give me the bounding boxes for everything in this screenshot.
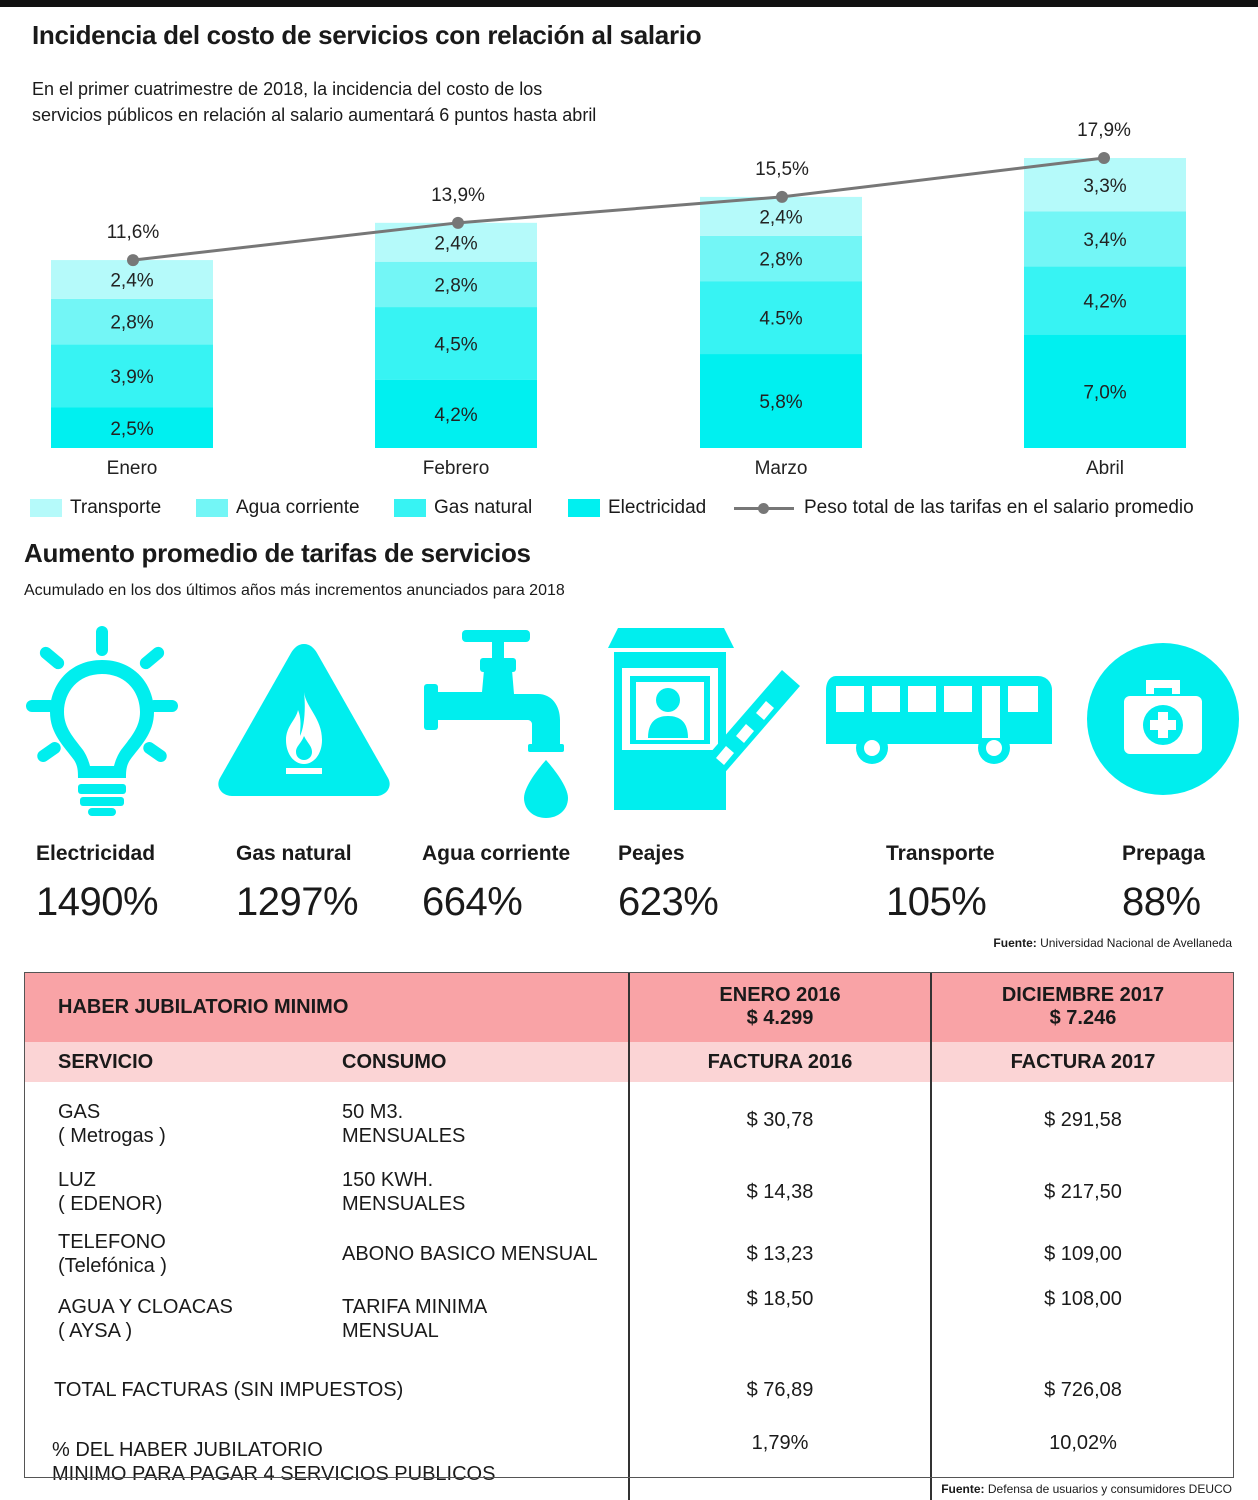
table-row — [24, 1282, 1234, 1356]
cell-factura-2016: $ 18,50 — [629, 1282, 931, 1356]
table-title: HABER JUBILATORIO MINIMO — [24, 972, 629, 1042]
total-weight-point-enero — [127, 254, 139, 266]
increase-prepaga — [1122, 842, 1205, 925]
header-diciembre-2017-amount: $ 7.246 — [1049, 1007, 1117, 1029]
source-note-deuco — [941, 1482, 1232, 1496]
top-border — [0, 0, 1258, 7]
legend-item-gas — [394, 494, 532, 522]
bar-label-abril-electricidad: 7,0% — [1083, 382, 1127, 404]
table-row — [24, 1158, 1234, 1226]
increase-value-transporte: 105% — [886, 880, 987, 924]
water-tap-icon — [420, 626, 570, 821]
source-label: Fuente: — [993, 936, 1037, 950]
legend-line-swatch — [734, 499, 794, 517]
increase-name-agua-corriente: Agua corriente — [422, 842, 571, 865]
cell-factura-2017: $ 109,00 — [931, 1226, 1234, 1282]
source-note-universidad — [993, 936, 1232, 950]
legend-label-electricidad: Electricidad — [608, 497, 707, 518]
toll-booth-icon — [604, 626, 804, 811]
table-subheader-row — [24, 1042, 1234, 1082]
lightbulb-icon — [22, 622, 182, 817]
legend-swatch-gas — [394, 499, 426, 517]
cell-servicio: TELEFONO (Telefónica ) — [58, 1231, 167, 1277]
cell-percent-2017: 10,02% — [931, 1424, 1234, 1500]
increase-peajes — [618, 842, 718, 925]
increase-value-peajes: 623% — [618, 880, 719, 924]
increase-agua-corriente — [422, 842, 570, 925]
bar-label-abril-gas-natural: 4,2% — [1083, 291, 1127, 313]
legend-item-agua — [196, 494, 360, 522]
category-label-marzo: Marzo — [754, 458, 808, 479]
increase-value-electricidad: 1490% — [36, 880, 159, 924]
header-diciembre-2017 — [931, 972, 1234, 1042]
bar-label-marzo-agua-corriente: 2,8% — [759, 249, 803, 271]
legend-label-agua: Agua corriente — [236, 497, 360, 518]
increase-transporte — [886, 842, 995, 925]
legend-label-peso-total: Peso total de las tarifas en el salario promedio — [804, 497, 1194, 518]
legend-swatch-agua — [196, 499, 228, 517]
category-label-febrero: Febrero — [422, 458, 490, 479]
legend-label-gas: Gas natural — [434, 497, 533, 518]
table-row — [24, 1082, 1234, 1158]
total-weight-point-febrero — [452, 217, 464, 229]
legend-label-transporte: Transporte — [70, 497, 162, 518]
table-row — [24, 1226, 1234, 1282]
source-label-deuco: Fuente: — [941, 1482, 985, 1496]
col-factura-2017: FACTURA 2017 — [931, 1042, 1234, 1082]
cell-consumo: 50 M3. MENSUALES — [342, 1101, 466, 1147]
total-weight-label-abril: 17,9% — [1077, 120, 1131, 142]
legend-swatch-transporte — [30, 499, 62, 517]
legend-swatch-electricidad — [568, 499, 600, 517]
cell-servicio: AGUA Y CLOACAS ( AYSA ) — [58, 1296, 233, 1342]
bar-label-febrero-electricidad: 4,2% — [434, 404, 478, 426]
increase-value-prepaga: 88% — [1122, 880, 1201, 924]
total-weight-point-abril — [1098, 152, 1110, 164]
header-enero-2016-amount: $ 4.299 — [746, 1007, 814, 1029]
increase-name-peajes: Peajes — [618, 842, 685, 865]
cell-factura-2017: $ 291,58 — [931, 1082, 1234, 1158]
legend-item-electricidad — [568, 494, 706, 522]
header-enero-2016 — [629, 972, 931, 1042]
bar-label-enero-gas-natural: 3,9% — [110, 366, 154, 388]
bar-label-enero-transporte: 2,4% — [110, 270, 154, 292]
cell-factura-2016: $ 30,78 — [629, 1082, 931, 1158]
stacked-bar-chart — [0, 120, 1258, 490]
table-total-row — [24, 1356, 1234, 1424]
col-consumo: CONSUMO — [342, 1042, 629, 1082]
total-weight-point-marzo — [776, 191, 788, 203]
col-factura-2016: FACTURA 2016 — [629, 1042, 931, 1082]
increase-value-gas-natural: 1297% — [236, 880, 359, 924]
total-weight-label-marzo: 15,5% — [755, 158, 809, 180]
cell-factura-2017: $ 108,00 — [931, 1282, 1234, 1356]
source-text: Universidad Nacional de Avellaneda — [1040, 936, 1232, 950]
section2-subtitle: Acumulado en los dos últimos años más incrementos anunciados para 2018 — [24, 582, 565, 599]
cell-consumo: TARIFA MINIMA MENSUAL — [342, 1296, 488, 1342]
bar-label-abril-transporte: 3,3% — [1083, 175, 1127, 197]
category-label-abril: Abril — [1085, 458, 1125, 479]
table-header-row — [24, 972, 1234, 1042]
bar-label-enero-electricidad: 2,5% — [110, 418, 154, 440]
category-label-enero: Enero — [106, 458, 158, 479]
section2-title: Aumento promedio de tarifas de servicios — [24, 538, 531, 568]
cell-consumo: 150 KWH. MENSUALES — [342, 1169, 466, 1215]
increase-gas-natural — [236, 842, 358, 925]
cell-factura-2017: $ 217,50 — [931, 1158, 1234, 1226]
legend-item-transporte — [30, 494, 161, 522]
cell-total-2016: $ 76,89 — [629, 1356, 931, 1424]
cell-total-2017: $ 726,08 — [931, 1356, 1234, 1424]
cell-factura-2016: $ 14,38 — [629, 1158, 931, 1226]
cell-factura-2016: $ 13,23 — [629, 1226, 931, 1282]
increase-value-agua-corriente: 664% — [422, 880, 523, 924]
bar-label-abril-agua-corriente: 3,4% — [1083, 230, 1127, 252]
cell-percent-2016: 1,79% — [629, 1424, 931, 1500]
total-weight-line — [133, 158, 1104, 260]
cell-total-label: TOTAL FACTURAS (SIN IMPUESTOS) — [54, 1378, 404, 1401]
cell-consumo: ABONO BASICO MENSUAL — [342, 1243, 598, 1265]
bar-label-febrero-gas-natural: 4,5% — [434, 334, 478, 356]
total-weight-label-febrero: 13,9% — [431, 184, 485, 206]
increase-name-transporte: Transporte — [886, 842, 995, 865]
cell-percent-label: % DEL HABER JUBILATORIO MINIMO PARA PAGAR 4 SERVICIOS PUBLICOS — [52, 1439, 496, 1485]
legend-item-peso-total — [734, 494, 1194, 522]
chart-legend — [30, 494, 1250, 524]
increase-name-electricidad: Electricidad — [36, 842, 156, 865]
source-text-deuco: Defensa de usuarios y consumidores DEUCO — [987, 1482, 1232, 1496]
header-diciembre-2017-label: DICIEMBRE 2017 — [1001, 984, 1165, 1006]
bar-label-marzo-transporte: 2,4% — [759, 207, 803, 229]
medical-kit-icon — [1086, 642, 1240, 796]
chart-title: Incidencia del costo de servicios con relación al salario — [32, 20, 702, 50]
bar-label-febrero-agua-corriente: 2,8% — [434, 275, 478, 297]
bar-label-marzo-gas-natural: 4.5% — [759, 308, 803, 330]
bar-label-marzo-electricidad: 5,8% — [759, 392, 803, 414]
total-weight-label-enero: 11,6% — [106, 222, 160, 244]
col-servicio: SERVICIO — [24, 1042, 342, 1082]
increase-name-prepaga: Prepaga — [1122, 842, 1205, 865]
increase-electricidad — [36, 842, 158, 925]
cell-servicio: LUZ ( EDENOR) — [58, 1169, 163, 1215]
header-enero-2016-label: ENERO 2016 — [719, 984, 841, 1006]
chart-subtitle-line-1: En el primer cuatrimestre de 2018, la incidencia del costo de los — [32, 79, 543, 99]
chart-subtitle-line-2: servicios públicos en relación al salario aumentará 6 puntos hasta abril — [32, 105, 597, 125]
cell-servicio: GAS ( Metrogas ) — [58, 1101, 166, 1147]
bar-label-enero-agua-corriente: 2,8% — [110, 312, 154, 334]
bar-label-febrero-transporte: 2,4% — [434, 233, 478, 255]
gas-flame-icon — [214, 640, 394, 800]
pension-table — [24, 972, 1234, 1500]
increase-name-gas-natural: Gas natural — [236, 842, 352, 865]
bus-icon — [822, 672, 1054, 764]
